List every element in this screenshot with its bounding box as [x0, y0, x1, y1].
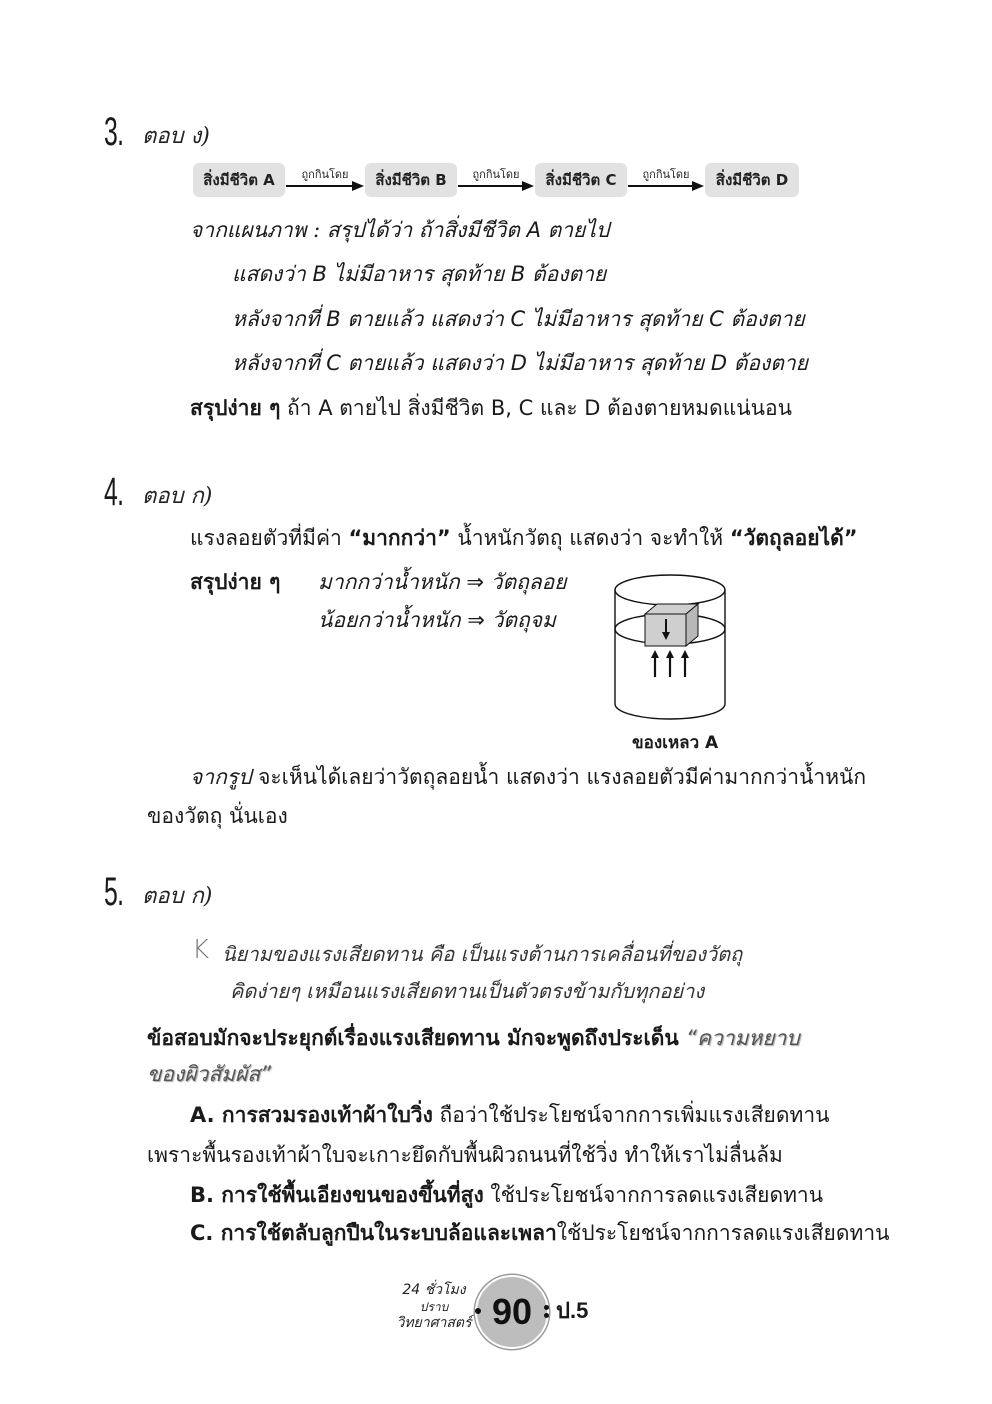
rule-float: มากกว่าน้ำหนัก ⇒ วัตถุลอย	[318, 570, 567, 594]
conclusion-text: สรุปได้ว่า ถ้าสิ่งมีชีวิต A ตายไป	[326, 218, 610, 242]
dot-right-top	[544, 1305, 549, 1310]
intro-text: แรงลอยตัวที่มีค่า	[190, 526, 349, 550]
page-number: 90	[491, 1291, 533, 1332]
item-b	[190, 1183, 823, 1208]
book-title-line: 24 ชั่วโมง	[402, 1282, 466, 1298]
summary-text: ถ้า A ตายไป สิ่งมีชีวิต B, C และ D ต้องตายหมดแน่นอน	[280, 396, 792, 420]
flow-arrow-2	[457, 169, 535, 191]
rule-sink: น้อยกว่าน้ำหนัก ⇒ วัตถุจม	[318, 608, 556, 632]
roughness-quote: “ความหยาบ	[686, 1026, 800, 1050]
page-number-badge	[475, 1275, 549, 1349]
flow-arrow-3	[627, 169, 705, 191]
dot-left	[475, 1308, 481, 1314]
answer-label-5: ตอบ ก)	[142, 884, 213, 909]
item-b-text: ใช้ประโยชน์จากการลดแรงเสียดทาน	[483, 1183, 824, 1207]
arrow-label: ถูกกินโดย	[642, 168, 690, 181]
floating-object-figure	[612, 572, 728, 722]
question-number-3: 3.	[104, 110, 124, 154]
handwritten-note-2: คิดง่ายๆ เหมือนแรงเสียดทานเป็นตัวตรงข้ามกับทุกอย่าง	[230, 979, 705, 1003]
figure-caption: ของเหลว A	[632, 733, 719, 753]
summary-label: สรุปง่าย ๆ	[190, 396, 281, 420]
item-a	[190, 1103, 830, 1128]
flow-box-d: สิ่งมีชีวิต D	[705, 163, 799, 197]
grade-label: ป.5	[556, 1298, 589, 1323]
arrow-right-icon	[458, 181, 534, 191]
diagram-conclusion-line	[190, 218, 609, 243]
handwritten-note-1: นิยามของแรงเสียดทาน คือ เป็นแรงต้านการเคลื่อนที่ของวัตถุ	[222, 942, 743, 966]
answer-label-3: ตอบ ง)	[142, 124, 210, 149]
question-number-4: 4.	[104, 470, 124, 514]
figure-conclusion-line-2: ของวัตถุ นั่นเอง	[147, 804, 288, 828]
explanation-line-1: แสดงว่า B ไม่มีอาหาร สุดท้าย B ต้องตาย	[232, 262, 607, 286]
summary-line-3	[190, 396, 792, 421]
exam-note-line-1	[147, 1026, 800, 1051]
arrow-label: ถูกกินโดย	[472, 168, 520, 181]
conclusion-text: จะเห็นได้เลยว่าวัตถุลอยน้ำ แสดงว่า แรงลอยตัวมีค่ามากกว่าน้ำหนัก	[251, 765, 867, 789]
from-figure: จากรูป	[190, 765, 252, 789]
item-c	[190, 1221, 889, 1246]
arrow-right-icon	[286, 181, 364, 191]
item-c-text: ใช้ประโยชน์จากการลดแรงเสียดทาน	[556, 1221, 890, 1245]
flow-box-b: สิ่งมีชีวิต B	[365, 163, 457, 197]
note-marker: K	[192, 935, 210, 965]
flow-arrow-1	[285, 169, 365, 191]
arrow-right-icon	[628, 181, 704, 191]
food-chain-diagram	[193, 163, 799, 197]
item-a-text: ถือว่าใช้ประโยชน์จากการเพิ่มแรงเสียดทาน	[432, 1103, 830, 1127]
emphasis-float: “วัตถุลอยได้”	[729, 526, 858, 550]
explanation-line-3: หลังจากที่ C ตายแล้ว แสดงว่า D ไม่มีอาหาร สุดท้าย D ต้องตาย	[232, 351, 808, 375]
item-c-title: C. การใช้ตลับลูกปืนในระบบล้อและเพลา	[190, 1221, 557, 1245]
summary-label-4: สรุปง่าย ๆ	[190, 570, 281, 594]
flow-box-c: สิ่งมีชีวิต C	[535, 163, 627, 197]
item-b-title: B. การใช้พื้นเอียงขนของขึ้นที่สูง	[190, 1183, 484, 1207]
question-number-5: 5.	[104, 870, 124, 914]
book-title	[392, 1282, 476, 1332]
book-title-line: ปราบ	[419, 1299, 449, 1314]
emphasis-more: “มากกว่า”	[348, 526, 451, 550]
explanation-line-2: หลังจากที่ B ตายแล้ว แสดงว่า C ไม่มีอาหาร สุดท้าย C ต้องตาย	[232, 307, 805, 331]
flow-box-a: สิ่งมีชีวิต A	[193, 163, 285, 197]
intro-text: น้ำหนักวัตถุ แสดงว่า จะทำให้	[450, 526, 730, 550]
book-title-line: วิทยาศาสตร์	[396, 1314, 472, 1331]
figure-conclusion-line-1	[190, 765, 866, 790]
exam-note-line-2: ของผิวสัมผัส”	[147, 1062, 271, 1086]
item-a-title: A. การสวมรองเท้าผ้าใบวิ่ง	[190, 1103, 433, 1127]
arrow-label: ถูกกินโดย	[301, 168, 349, 181]
answer-label-4: ตอบ ก)	[142, 484, 213, 509]
buoyancy-intro	[190, 526, 858, 551]
dot-right-bottom	[544, 1313, 549, 1318]
diagram-prefix: จากแผนภาพ :	[190, 218, 327, 242]
item-a-continuation: เพราะพื้นรองเท้าผ้าใบจะเกาะยึดกับพื้นผิวถนนที่ใช้วิ่ง ทำให้เราไม่ลื่นล้ม	[147, 1143, 783, 1167]
exam-note-text: ข้อสอบมักจะประยุกต์เรื่องแรงเสียดทาน มักจะพูดถึงประเด็น	[147, 1026, 687, 1050]
